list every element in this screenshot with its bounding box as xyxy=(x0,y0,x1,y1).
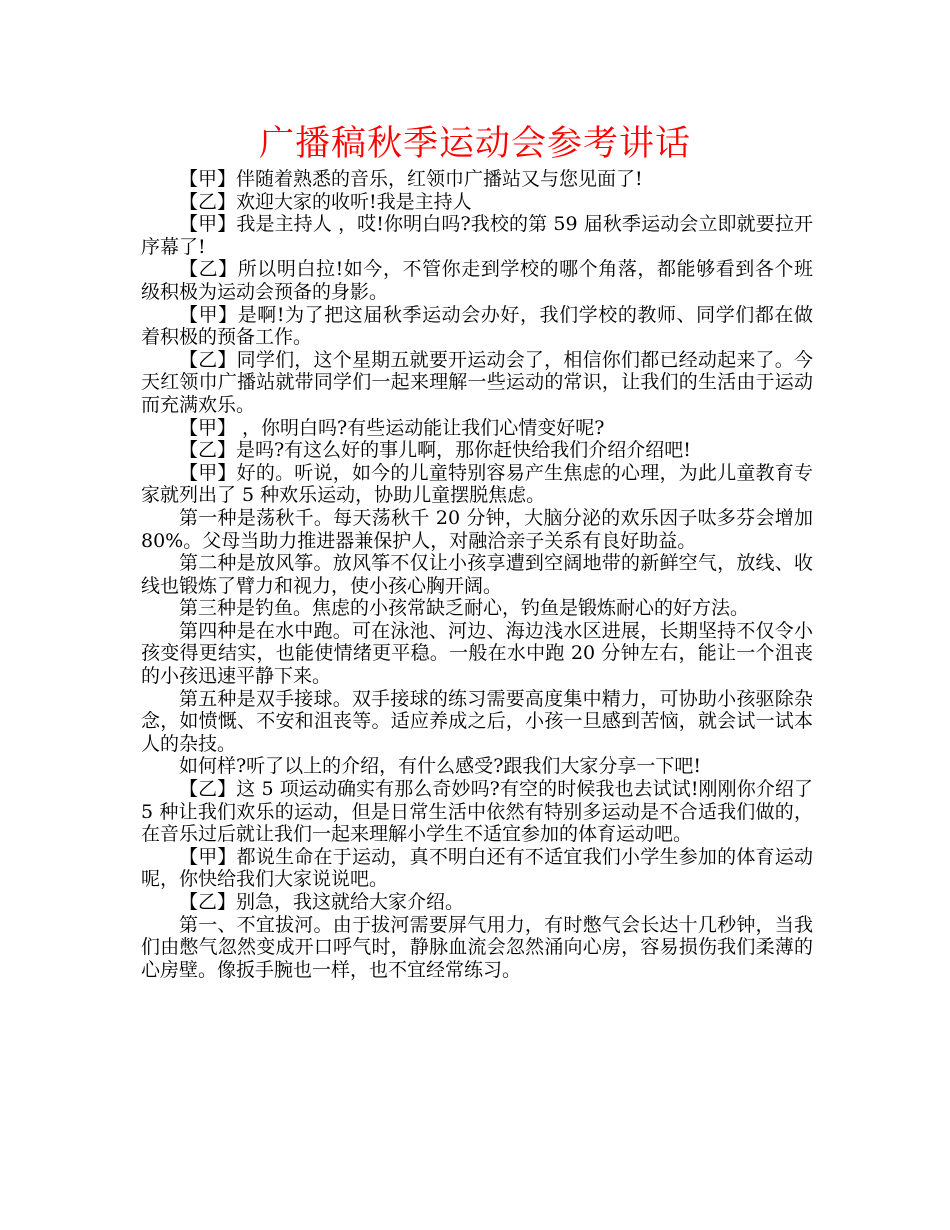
paragraph: 【甲】 ，你明白吗?有些运动能让我们心情变好呢? xyxy=(179,416,605,439)
paragraph: 【乙】同学们，这个星期五就要开运动会了，相信你们都已经动起来了。今天红领巾广播站就带同学们一起来理解一些运动的常识，让我们的生活由于运动而充满欢乐。 xyxy=(141,348,813,416)
paragraph: 【乙】欢迎大家的收听!我是主持人 xyxy=(179,190,472,213)
paragraph: 第一种是荡秋千。每天荡秋千 20 分钟，大脑分泌的欢乐因子呔多芬会增加 80%。父母当助力推进器兼保护人，对融洽亲子关系有良好助益。 xyxy=(141,506,813,552)
paragraph: 【乙】是吗?有这么好的事儿啊，那你赶快给我们介绍介绍吧! xyxy=(179,439,691,462)
paragraph: 如何样?听了以上的介绍，有什么感受?跟我们大家分享一下吧! xyxy=(179,755,702,778)
paragraph: 第五种是双手接球。双手接球的练习需要高度集中精力，可协助小孩驱除杂念，如愤慨、不安和沮丧等。适应养成之后，小孩一旦感到苦恼，就会试一试本人的杂技。 xyxy=(141,687,813,755)
paragraph: 【甲】是啊!为了把这届秋季运动会办好，我们学校的教师、同学们都在做着积极的预备工作。 xyxy=(141,303,813,349)
paragraph: 【乙】这 5 项运动确实有那么奇妙吗?有空的时候我也去试试!刚刚你介绍了 5 种让我们欢乐的运动，但是日常生活中依然有特别多运动是不合适我们做的，在音乐过后就让我们一起来理解小学生不适宜参加的体育运动吧。 xyxy=(141,778,813,846)
paragraph: 【乙】别急，我这就给大家介绍。 xyxy=(179,891,465,913)
paragraph: 【甲】我是主持人 ，哎!你明白吗?我校的第 59 届秋季运动会立即就要拉开序幕了! xyxy=(141,213,813,258)
paragraph: 第三种是钓鱼。焦虑的小孩常缺乏耐心，钓鱼是锻炼耐心的好方法。 xyxy=(179,597,750,620)
paragraph: 【甲】伴随着熟悉的音乐，红领巾广播站又与您见面了! xyxy=(179,168,643,190)
document-title: 广播稿秋季运动会参考讲话 xyxy=(258,124,691,164)
paragraph: 第四种是在水中跑。可在泳池、河边、海边浅水区进展，长期坚持不仅令小孩变得更结实，也能使情绪更平稳。一般在水中跑 20 分钟左右，能让一个沮丧的小孩迅速平静下来。 xyxy=(141,619,813,688)
paragraph: 【甲】好的。听说，如今的儿童特别容易产生焦虑的心理，为此儿童教育专家就列出了 5 种欢乐运动，协助儿童摆脱焦虑。 xyxy=(141,461,813,507)
document-body xyxy=(141,168,813,981)
paragraph: 第一、不宜拔河。由于拔河需要屏气用力，有时憋气会长达十几秒钟，当我们由憋气忽然变成开口呼气时，静脉血流会忽然涌向心房，容易损伤我们柔薄的心房壁。像扳手腕也一样，也不宜经常练习。 xyxy=(141,913,813,981)
paragraph: 【乙】所以明白拉!如今，不管你走到学校的哪个角落，都能够看到各个班级积极为运动会预备的身影。 xyxy=(141,258,813,303)
paragraph: 【甲】都说生命在于运动，真不明白还有不适宜我们小学生参加的体育运动呢，你快给我们大家说说吧。 xyxy=(141,845,813,891)
paragraph: 第二种是放风筝。放风筝不仅让小孩享遭到空阔地带的新鲜空气，放线、收线也锻炼了臂力和视力，使小孩心胸开阔。 xyxy=(141,552,813,597)
